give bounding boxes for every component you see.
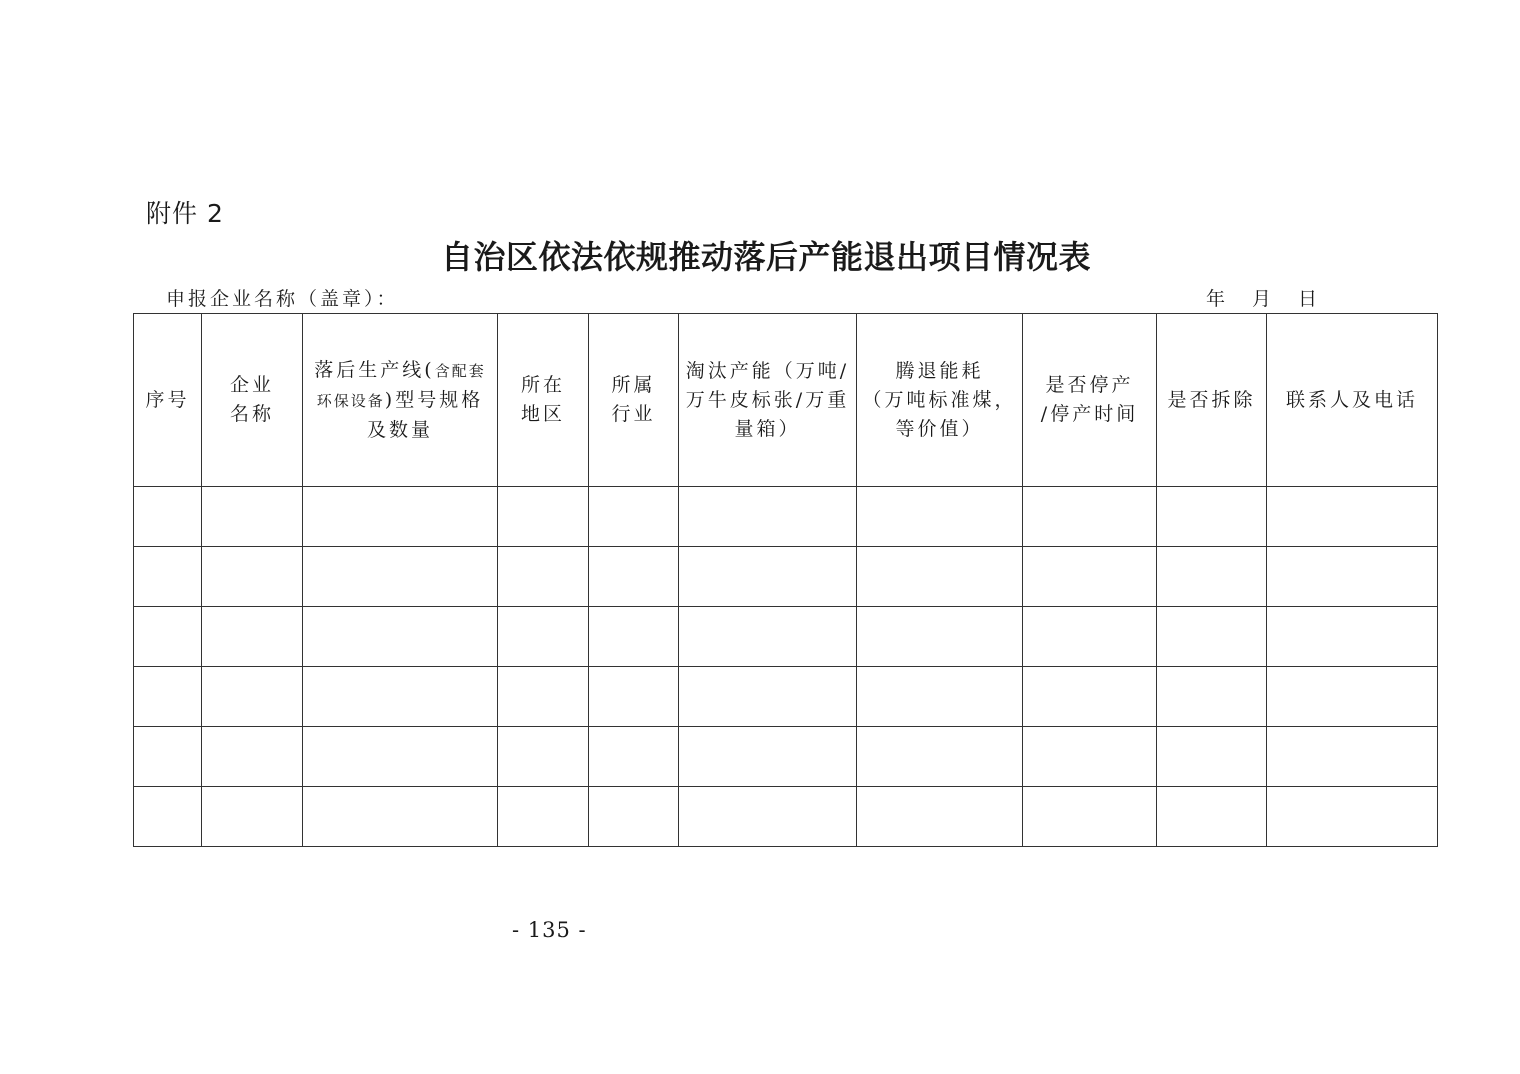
header-line: 所在: [520, 374, 565, 396]
table-cell: [589, 727, 679, 787]
table-cell: [1157, 787, 1267, 847]
header-line: 行业: [611, 403, 656, 425]
table-cell: [679, 547, 857, 607]
header-eliminated-capacity: [679, 314, 857, 487]
header-line: [303, 356, 497, 386]
header-production-line: [303, 314, 498, 487]
table-cell: [589, 667, 679, 727]
table-cell: [1157, 607, 1267, 667]
table-cell: [1023, 727, 1157, 787]
header-region: [498, 314, 589, 487]
table-cell: [589, 487, 679, 547]
header-line: 是否停产: [1045, 374, 1134, 396]
table-cell: [1023, 667, 1157, 727]
table-cell: [134, 667, 202, 727]
header-company-name: [202, 314, 303, 487]
table-cell: [679, 487, 857, 547]
table-cell: [202, 547, 303, 607]
table-cell: [498, 787, 589, 847]
table-cell: [303, 487, 498, 547]
table-cell: [1267, 727, 1438, 787]
table-row: [134, 667, 1438, 727]
table-cell: [857, 727, 1023, 787]
table-cell: [589, 607, 679, 667]
page-number: - 135 -: [512, 918, 587, 942]
table-cell: [134, 607, 202, 667]
header-text: )型号规格: [384, 388, 484, 411]
table-cell: [679, 607, 857, 667]
table-cell: [857, 487, 1023, 547]
table-cell: [303, 787, 498, 847]
header-line: [303, 386, 497, 416]
header-line: 及数量: [366, 418, 433, 441]
header-line: 是否拆除: [1167, 388, 1256, 411]
header-text-small: 含配套: [434, 361, 486, 380]
header-energy-freed: [857, 314, 1023, 487]
header-line: 企业: [229, 374, 274, 396]
table-cell: [303, 667, 498, 727]
table-cell: [1157, 727, 1267, 787]
header-line: （万吨标准煤，: [862, 388, 1017, 411]
header-line: 淘汰产能（万吨/: [685, 359, 850, 382]
table-cell: [857, 547, 1023, 607]
header-serial: [134, 314, 202, 487]
table-row: [134, 727, 1438, 787]
table-cell: [202, 607, 303, 667]
table-cell: [1023, 547, 1157, 607]
header-line: 序号: [145, 388, 190, 411]
header-line: 量箱）: [734, 417, 801, 440]
table-cell: [1157, 667, 1267, 727]
table-cell: [857, 667, 1023, 727]
table-cell: [1267, 487, 1438, 547]
table-cell: [202, 787, 303, 847]
date-month: 月: [1252, 288, 1272, 310]
header-line: 等价值）: [895, 417, 984, 440]
table-row: [134, 487, 1438, 547]
header-line: 腾退能耗: [895, 359, 984, 382]
table-cell: [303, 547, 498, 607]
table-cell: [679, 787, 857, 847]
date-day: 日: [1298, 288, 1318, 310]
table-row: [134, 787, 1438, 847]
header-contact: [1267, 314, 1438, 487]
header-text: 落后生产线(: [314, 358, 435, 381]
table-cell: [1267, 547, 1438, 607]
header-line: 万牛皮标张/万重: [685, 388, 850, 411]
project-table: [133, 313, 1438, 847]
table-row: [134, 607, 1438, 667]
header-text-small: 环保设备: [316, 391, 385, 410]
table-cell: [857, 607, 1023, 667]
table-cell: [679, 667, 857, 727]
table-cell: [202, 727, 303, 787]
table-cell: [134, 487, 202, 547]
table-cell: [303, 607, 498, 667]
header-line: /停产时间: [1040, 403, 1139, 425]
table-cell: [589, 547, 679, 607]
document-title: 自治区依法依规推动落后产能退出项目情况表: [440, 238, 1091, 276]
applicant-label: 申报企业名称（盖章）：: [166, 288, 399, 310]
table-cell: [498, 487, 589, 547]
header-line: 所属: [611, 374, 656, 396]
header-line: 名称: [229, 403, 274, 425]
table-cell: [857, 787, 1023, 847]
header-industry: [589, 314, 679, 487]
table-cell: [1267, 787, 1438, 847]
attachment-label: 附件 2: [146, 199, 224, 228]
table-cell: [1267, 667, 1438, 727]
date-year: 年: [1206, 288, 1226, 310]
table-cell: [498, 727, 589, 787]
table-cell: [498, 607, 589, 667]
table-row: [134, 547, 1438, 607]
table-cell: [1267, 607, 1438, 667]
table-cell: [134, 727, 202, 787]
table-cell: [134, 787, 202, 847]
table-cell: [202, 487, 303, 547]
table-cell: [303, 727, 498, 787]
header-demolished: [1157, 314, 1267, 487]
table-cell: [1023, 787, 1157, 847]
table-cell: [134, 547, 202, 607]
header-row: [134, 314, 1438, 487]
header-line: 联系人及电话: [1285, 388, 1418, 411]
table-cell: [498, 667, 589, 727]
table-cell: [1157, 487, 1267, 547]
table-cell: [202, 667, 303, 727]
header-line: 地区: [520, 403, 565, 425]
table-cell: [589, 787, 679, 847]
table-cell: [1023, 487, 1157, 547]
table-cell: [1023, 607, 1157, 667]
table-cell: [498, 547, 589, 607]
table-cell: [1157, 547, 1267, 607]
table-cell: [679, 727, 857, 787]
header-production-stopped: [1023, 314, 1157, 487]
